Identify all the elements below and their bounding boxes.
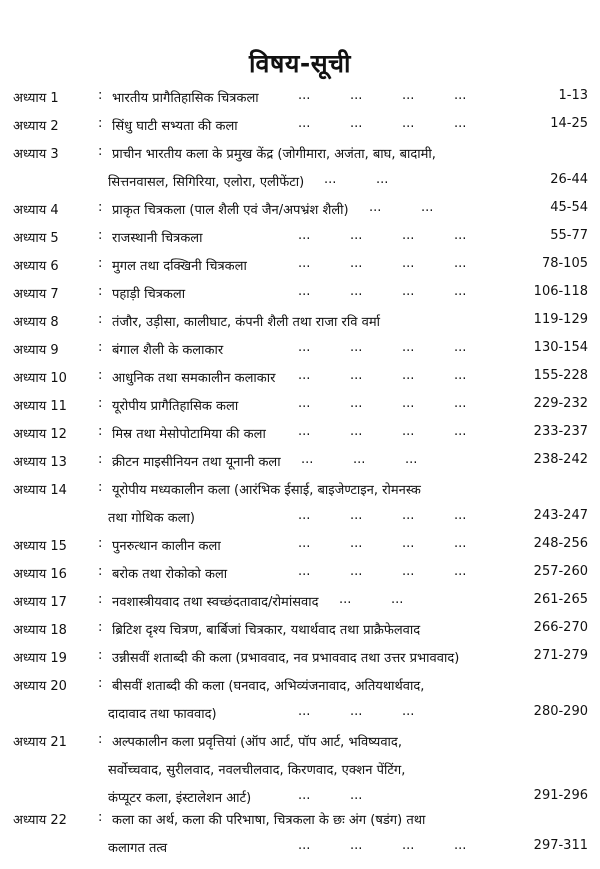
page-range: 297-311 [533, 838, 588, 853]
page-range: 257-260 [533, 564, 588, 579]
leader-dots: ... ... [324, 172, 389, 187]
colon-separator: : [98, 144, 103, 159]
page-range: 280-290 [533, 704, 588, 719]
page-range: 233-237 [533, 424, 588, 439]
colon-separator: : [98, 676, 103, 691]
colon-separator: : [98, 810, 103, 825]
page-range: 291-296 [533, 788, 588, 803]
chapter-title-line: तंजौर, उड़ीसा, कालीघाट, कंपनी शैली तथा राजा रवि वर्मा [112, 315, 380, 330]
chapter-label: अध्याय 14 [13, 483, 67, 498]
chapter-title-line: सर्वोच्चवाद, सुरीलवाद, नवलचीलवाद, किरणवाद, एक्शन पेंटिंग, [108, 763, 406, 778]
chapter-title-line: प्राचीन भारतीय कला के प्रमुख केंद्र (जोगीमारा, अजंता, बाघ, बादामी, [112, 147, 436, 162]
chapter-title-line: राजस्थानी चित्रकला [112, 231, 203, 246]
page-range: 271-279 [533, 648, 588, 663]
chapter-label: अध्याय 19 [13, 651, 67, 666]
colon-separator: : [98, 648, 103, 663]
chapter-title-line: बीसवीं शताब्दी की कला (घनवाद, अभिव्यंजनावाद, अतियथार्थवाद, [112, 679, 425, 694]
colon-separator: : [98, 200, 103, 215]
chapter-title-line: यूरोपीय मध्यकालीन कला (आरंभिक ईसाई, बाइजेण्टाइन, रोमनस्क [112, 483, 421, 498]
leader-dots: ... ... ... ... [298, 88, 467, 103]
chapter-title-line: सिंधु घाटी सभ्यता की कला [112, 119, 238, 134]
leader-dots: ... ... ... ... [298, 228, 467, 243]
chapter-label: अध्याय 5 [13, 231, 59, 246]
page-range: 248-256 [533, 536, 588, 551]
chapter-label: अध्याय 13 [13, 455, 67, 470]
chapter-title-line: नवशास्त्रीयवाद तथा स्वच्छंदतावाद/रोमांसवाद [112, 595, 319, 610]
chapter-title-line: अल्पकालीन कला प्रवृत्तियां (ऑप आर्ट, पॉप आर्ट, भविष्यवाद, [112, 735, 402, 750]
colon-separator: : [98, 536, 103, 551]
leader-dots: ... ... ... ... [298, 564, 467, 579]
leader-dots: ... ... ... ... [298, 368, 467, 383]
chapter-title-line: बंगाल शैली के कलाकार [112, 343, 224, 358]
leader-dots: ... ... ... ... [298, 116, 467, 131]
chapter-title-line: भारतीय प्रागैतिहासिक चित्रकला [112, 91, 259, 106]
chapter-title-line: पहाड़ी चित्रकला [112, 287, 186, 302]
chapter-title-line: कलागत तत्व [108, 841, 168, 856]
leader-dots: ... ... ... ... [298, 396, 467, 411]
chapter-label: अध्याय 16 [13, 567, 67, 582]
toc-title: विषय-सूची [249, 49, 351, 78]
colon-separator: : [98, 564, 103, 579]
colon-separator: : [98, 732, 103, 747]
page-range: 14-25 [550, 116, 588, 131]
chapter-label: अध्याय 15 [13, 539, 67, 554]
page-range: 238-242 [533, 452, 588, 467]
leader-dots: ... ... [298, 788, 363, 803]
chapter-title-line: ब्रिटिश दृश्य चित्रण, बार्बिजां चित्रकार, यथार्थवाद तथा प्राक्रैफेलवाद [112, 623, 421, 638]
page-range: 45-54 [550, 200, 588, 215]
page-range: 261-265 [533, 592, 588, 607]
chapter-title-line: कला का अर्थ, कला की परिभाषा, चित्रकला के छः अंग (षडंग) तथा [112, 813, 426, 828]
chapter-title-line: आधुनिक तथा समकालीन कलाकार [112, 371, 276, 386]
colon-separator: : [98, 284, 103, 299]
page-range: 155-228 [533, 368, 588, 383]
leader-dots: ... ... ... ... [298, 284, 467, 299]
page-range: 266-270 [533, 620, 588, 635]
chapter-title-line: कंप्यूटर कला, इंस्टालेशन आर्ट) [108, 791, 252, 806]
chapter-title-line: यूरोपीय प्रागैतिहासिक कला [112, 399, 239, 414]
leader-dots: ... ... ... [298, 704, 415, 719]
page-range: 119-129 [533, 312, 588, 327]
colon-separator: : [98, 312, 103, 327]
leader-dots: ... ... ... ... [298, 340, 467, 355]
chapter-label: अध्याय 9 [13, 343, 59, 358]
chapter-label: अध्याय 7 [13, 287, 59, 302]
colon-separator: : [98, 620, 103, 635]
chapter-label: अध्याय 11 [13, 399, 67, 414]
chapter-label: अध्याय 8 [13, 315, 59, 330]
chapter-title-line: पुनरुत्थान कालीन कला [112, 539, 221, 554]
leader-dots: ... ... [369, 200, 434, 215]
leader-dots: ... ... ... [301, 452, 418, 467]
colon-separator: : [98, 480, 103, 495]
chapter-label: अध्याय 22 [13, 813, 67, 828]
chapter-title-line: प्राकृत चित्रकला (पाल शैली एवं जैन/अपभ्रंश शैली) [112, 203, 349, 218]
chapter-title-line: क्रीटन माइसीनियन तथा यूनानी कला [112, 455, 281, 470]
page-range: 1-13 [558, 88, 588, 103]
page-range: 55-77 [550, 228, 588, 243]
chapter-label: अध्याय 17 [13, 595, 67, 610]
colon-separator: : [98, 88, 103, 103]
chapter-label: अध्याय 10 [13, 371, 67, 386]
colon-separator: : [98, 592, 103, 607]
chapter-label: अध्याय 20 [13, 679, 67, 694]
chapter-label: अध्याय 4 [13, 203, 59, 218]
chapter-label: अध्याय 12 [13, 427, 67, 442]
chapter-title-line: सित्तनवासल, सिगिरिया, एलोरा, एलीफेंटा) [108, 175, 305, 190]
page-range: 78-105 [541, 256, 588, 271]
chapter-title-line: उन्नीसवीं शताब्दी की कला (प्रभाववाद, नव प्रभाववाद तथा उत्तर प्रभाववाद) [112, 651, 460, 666]
chapter-title-line: तथा गोथिक कला) [108, 511, 195, 526]
page-range: 229-232 [533, 396, 588, 411]
chapter-title-line: बरोक तथा रोकोको कला [112, 567, 228, 582]
page-range: 106-118 [533, 284, 588, 299]
page-range: 130-154 [533, 340, 588, 355]
chapter-label: अध्याय 3 [13, 147, 59, 162]
colon-separator: : [98, 396, 103, 411]
page-range: 26-44 [550, 172, 588, 187]
colon-separator: : [98, 116, 103, 131]
leader-dots: ... ... ... ... [298, 536, 467, 551]
chapter-title-line: मुगल तथा दक्खिनी चित्रकला [112, 259, 247, 274]
leader-dots: ... ... [339, 592, 404, 607]
chapter-title-line: दादावाद तथा फाववाद) [108, 707, 217, 722]
colon-separator: : [98, 452, 103, 467]
colon-separator: : [98, 368, 103, 383]
leader-dots: ... ... ... ... [298, 508, 467, 523]
chapter-label: अध्याय 1 [13, 91, 59, 106]
chapter-title-line: मिस्र तथा मेसोपोटामिया की कला [112, 427, 266, 442]
leader-dots: ... ... ... ... [298, 256, 467, 271]
colon-separator: : [98, 228, 103, 243]
chapter-label: अध्याय 2 [13, 119, 59, 134]
leader-dots: ... ... ... ... [298, 838, 467, 853]
chapter-label: अध्याय 18 [13, 623, 67, 638]
colon-separator: : [98, 340, 103, 355]
page-range: 243-247 [533, 508, 588, 523]
chapter-label: अध्याय 6 [13, 259, 59, 274]
colon-separator: : [98, 256, 103, 271]
colon-separator: : [98, 424, 103, 439]
chapter-label: अध्याय 21 [13, 735, 67, 750]
leader-dots: ... ... ... ... [298, 424, 467, 439]
